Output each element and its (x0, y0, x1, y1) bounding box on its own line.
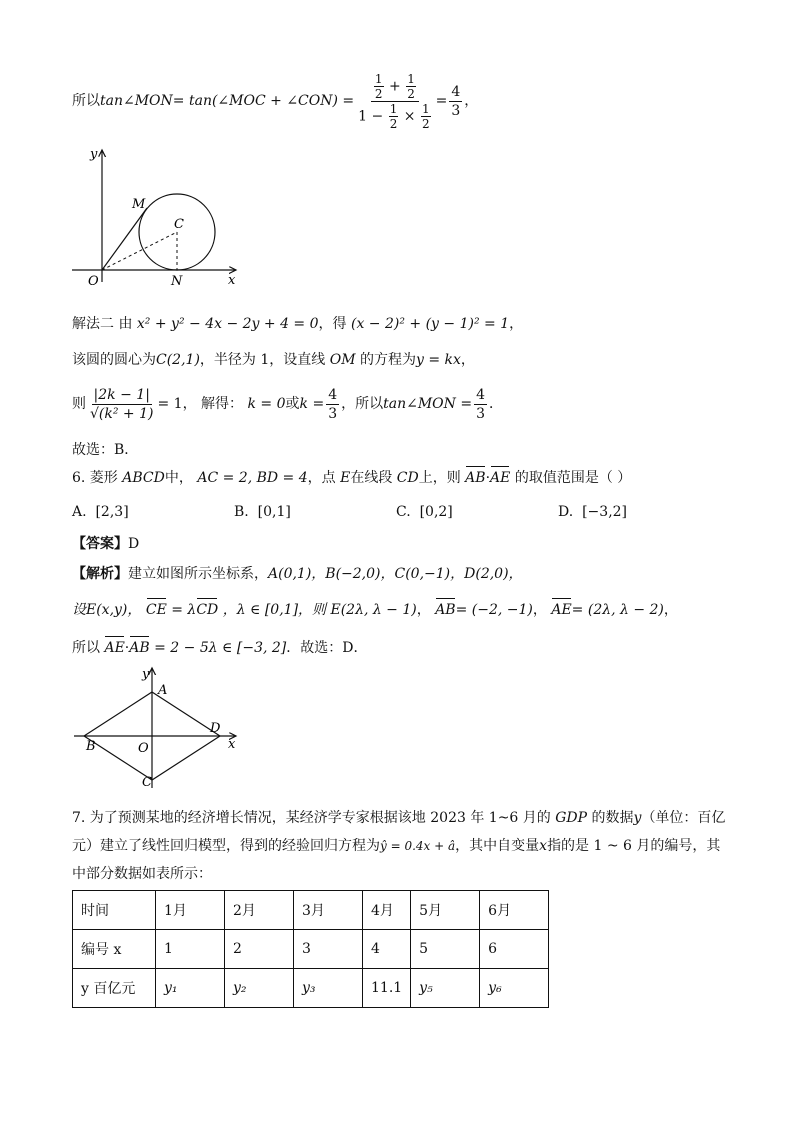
label-n: N (171, 274, 183, 289)
label-c: C (174, 217, 184, 232)
q6-analysis-line1: 【解析】建立如图所示坐标系，A(0,1)，B(−2,0)，C(0,−1)，D(2,0)， (72, 566, 523, 582)
q6-analysis-line3: 所以 AE·AB = 2 − 5λ ∈ [−3, 2]．故选：D． (72, 640, 368, 656)
option-c: C. [0,2] (396, 504, 453, 520)
label-c: C (142, 775, 152, 790)
tan-mon: tan∠MON (100, 93, 173, 109)
q7-line3: 中部分数据如表所示： (72, 866, 212, 882)
label-o: O (138, 741, 149, 756)
q6-stem: 6. 菱形 ABCD中， AC = 2, BD = 4，点 E在线段 CD上，则 AB·AE 的取值范围是（ ） (72, 470, 632, 486)
q6-answer: 【答案】D (72, 536, 140, 552)
label-y: y (142, 667, 150, 682)
label-x: x (228, 273, 236, 288)
distance-fraction: $\frac{|2k - 1|}{\text{√(k² + 1)}}$ (90, 386, 154, 422)
table-row: 时间 1月 2月 3月 4月 5月 6月 (73, 891, 549, 930)
label-a: A (158, 683, 168, 698)
result-fraction: $\frac{4}{3}$ (451, 83, 461, 119)
label-d: D (210, 721, 221, 736)
q6-options (72, 502, 712, 522)
q6-analysis-line2: 设E(x,y)， CE = λCD ，λ ∈ [0,1]，则 E(2λ, λ − 1)， AB= (−2, −1)， AE= (2λ, λ − 2)， (72, 602, 678, 618)
label-o: O (88, 274, 99, 289)
tan-sum: = tan(∠MOC + ∠CON) = (172, 93, 355, 109)
table-row: 编号 x 1 2 3 4 5 6 (73, 930, 549, 969)
sol2-line1: 解法二 由 x² + y² − 4x − 2y + 4 = 0，得 (x − 2)² + (y − 1)² = 1， (72, 316, 524, 332)
table-row: y 百亿元 y₁ y₂ y₃ 11.1 y₅ y₆ (73, 969, 549, 1008)
tan-formula-line: 所以 tan∠MON = tan(∠MOC + ∠CON) = $\frac{1}{2}$ + $\frac{1}{2}$ 1 − $\frac{1}{2}$ × $\frac{1}{2}$ = $\frac{4}{3}$ ， (72, 71, 479, 131)
label-b: B (86, 739, 96, 754)
option-d: D. [−3,2] (558, 504, 628, 520)
q7-line2: 元）建立了线性回归模型，得到的经验回归方程为ŷ = 0.4x + â，其中自变量x指的是 1 ~ 6 月的编号，其 (72, 838, 721, 854)
sol2-line4: 故选：B． (72, 442, 139, 458)
label-x: x (228, 737, 236, 752)
text-prefix: 所以 (72, 93, 100, 109)
figure-rhombus (70, 664, 250, 794)
big-fraction: $\frac{1}{2}$ + $\frac{1}{2}$ 1 − $\frac{1}{2}$ × $\frac{1}{2}$ (358, 71, 430, 131)
label-m: M (132, 197, 146, 212)
data-table (72, 890, 549, 1008)
sol2-line3: 则 $\frac{|2k - 1|}{\text{√(k² + 1)}}$ = 1 ， 解得： k = 0 或 k = $\frac{4}{3}$ ，所以 tan∠MON = $\frac{4}{3}$ ． (72, 386, 503, 422)
sol2-line2: 该圆的圆心为C(2,1)，半径为 1，设直线 OM 的方程为y = kx， (72, 352, 475, 368)
option-b: B. [0,1] (234, 504, 291, 520)
option-a: A. [2,3] (72, 504, 129, 520)
q7-line1: 7. 为了预测某地的经济增长情况，某经济学专家根据该地 2023 年 1~6 月的 GDP 的数据y（单位：百亿 (72, 810, 726, 826)
figure-circle (70, 142, 250, 292)
label-y: y (90, 147, 98, 162)
